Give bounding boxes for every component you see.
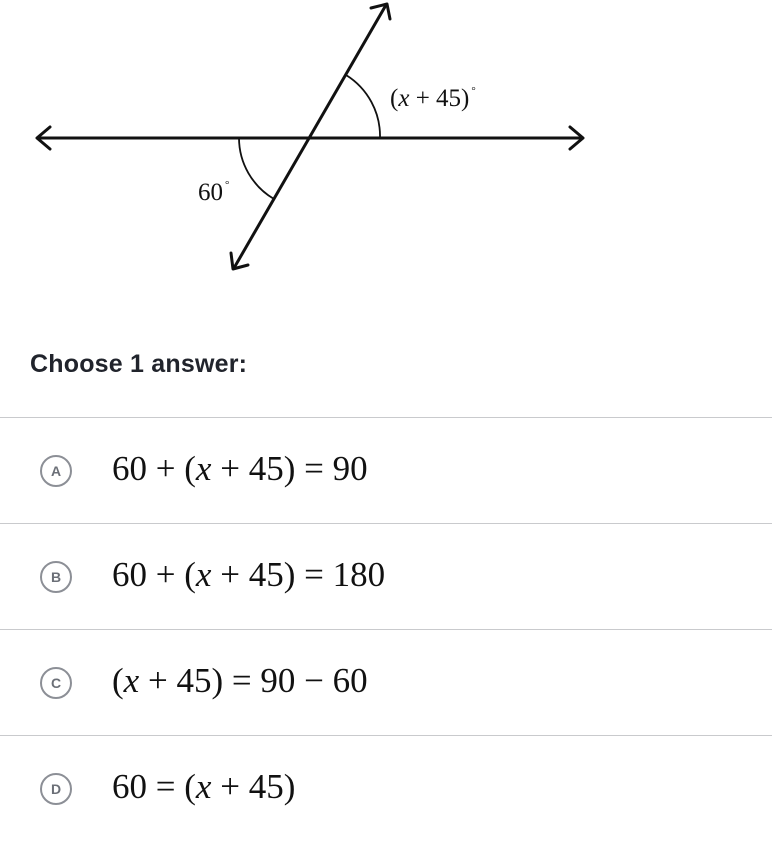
choice-b-equation: 60 + (x + 45) = 180 bbox=[112, 554, 386, 594]
choice-c-letter: C bbox=[40, 667, 72, 699]
choice-b[interactable] bbox=[0, 523, 772, 629]
angle-arc-top bbox=[346, 75, 380, 138]
question-prompt: Choose 1 answer: bbox=[30, 350, 248, 378]
angle-diagram bbox=[0, 0, 772, 300]
answer-choices bbox=[0, 417, 772, 841]
angle-label-top: (x + 45) ° bbox=[390, 85, 476, 112]
choice-a-equation: 60 + (x + 45) = 90 bbox=[112, 448, 368, 488]
choice-a-letter: A bbox=[40, 455, 72, 487]
choice-c-equation: (x + 45) = 90 − 60 bbox=[112, 660, 368, 700]
choice-d[interactable] bbox=[0, 735, 772, 841]
angle-arc-bottom bbox=[239, 138, 274, 199]
choice-d-letter: D bbox=[40, 773, 72, 805]
choice-b-letter: B bbox=[40, 561, 72, 593]
angle-label-bottom: 60 ° bbox=[198, 179, 230, 206]
choice-d-equation: 60 = (x + 45) bbox=[112, 766, 296, 806]
choice-a[interactable] bbox=[0, 417, 772, 523]
choice-c[interactable] bbox=[0, 629, 772, 735]
